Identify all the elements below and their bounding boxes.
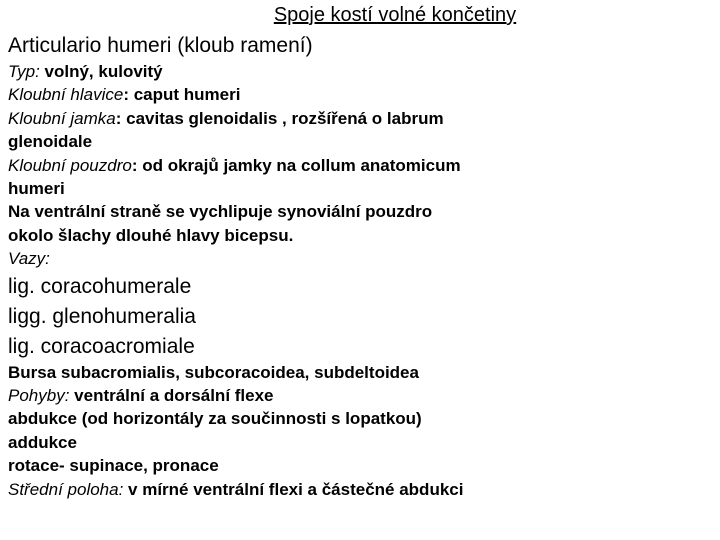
head-line (8, 83, 708, 106)
joint-description (8, 60, 708, 501)
page-title: Spoje kostí volné končetiny (273, 4, 517, 26)
bursa-line: Bursa subacromialis, subcoracoidea, subdeltoidea (8, 362, 419, 382)
movement-item: rotace- supinace, pronace (8, 456, 219, 476)
type-value: volný, kulovitý (39, 62, 163, 81)
neutral-position-line (8, 478, 708, 501)
type-label: Typ: (8, 62, 40, 81)
ligaments-line (8, 247, 708, 270)
head-label: Kloubní hlavice (8, 85, 124, 105)
capsule-label: Kloubní pouzdro (8, 155, 132, 175)
capsule-line-continued: humeri (8, 179, 65, 199)
ligaments-label: Vazy: (8, 249, 50, 269)
ligament-item: ligg. glenohumeralia (8, 304, 196, 328)
movements-value: ventrální a dorsální flexe (69, 386, 274, 406)
capsule-colon: : (131, 155, 138, 175)
ventral-note-line-1: Na ventrální straně se vychlipuje synoviální pouzdro (8, 202, 433, 222)
movements-line (8, 384, 708, 407)
movement-item: addukce (8, 432, 77, 452)
ligament-item: lig. coracohumerale (8, 274, 192, 298)
head-value: caput humeri (128, 85, 241, 105)
movement-item: abdukce (od horizontály za součinnosti s lopatkou) (8, 409, 422, 429)
ligament-item: lig. coracoacromiale (8, 334, 195, 358)
capsule-value: od okrajů jamky na collum anatomicum (137, 155, 461, 175)
socket-value: cavitas glenoidalis , rozšířená o labrum (121, 108, 444, 128)
neutral-position-label: Střední poloha: (8, 479, 124, 499)
head-colon: : (123, 85, 129, 105)
socket-label: Kloubní jamka (8, 108, 116, 128)
ventral-note-line-2: okolo šlachy dlouhé hlavy bicepsu. (8, 225, 294, 245)
type-line (8, 60, 708, 83)
socket-colon: : (115, 108, 122, 128)
joint-name-heading: Articulario humeri (kloub ramení) (8, 34, 313, 57)
socket-line-continued: glenoidale (8, 132, 93, 152)
movements-label: Pohyby: (8, 386, 70, 406)
socket-line (8, 107, 708, 130)
neutral-position-value: v mírné ventrální flexi a částečné abdukci (123, 479, 464, 499)
capsule-line (8, 154, 708, 177)
